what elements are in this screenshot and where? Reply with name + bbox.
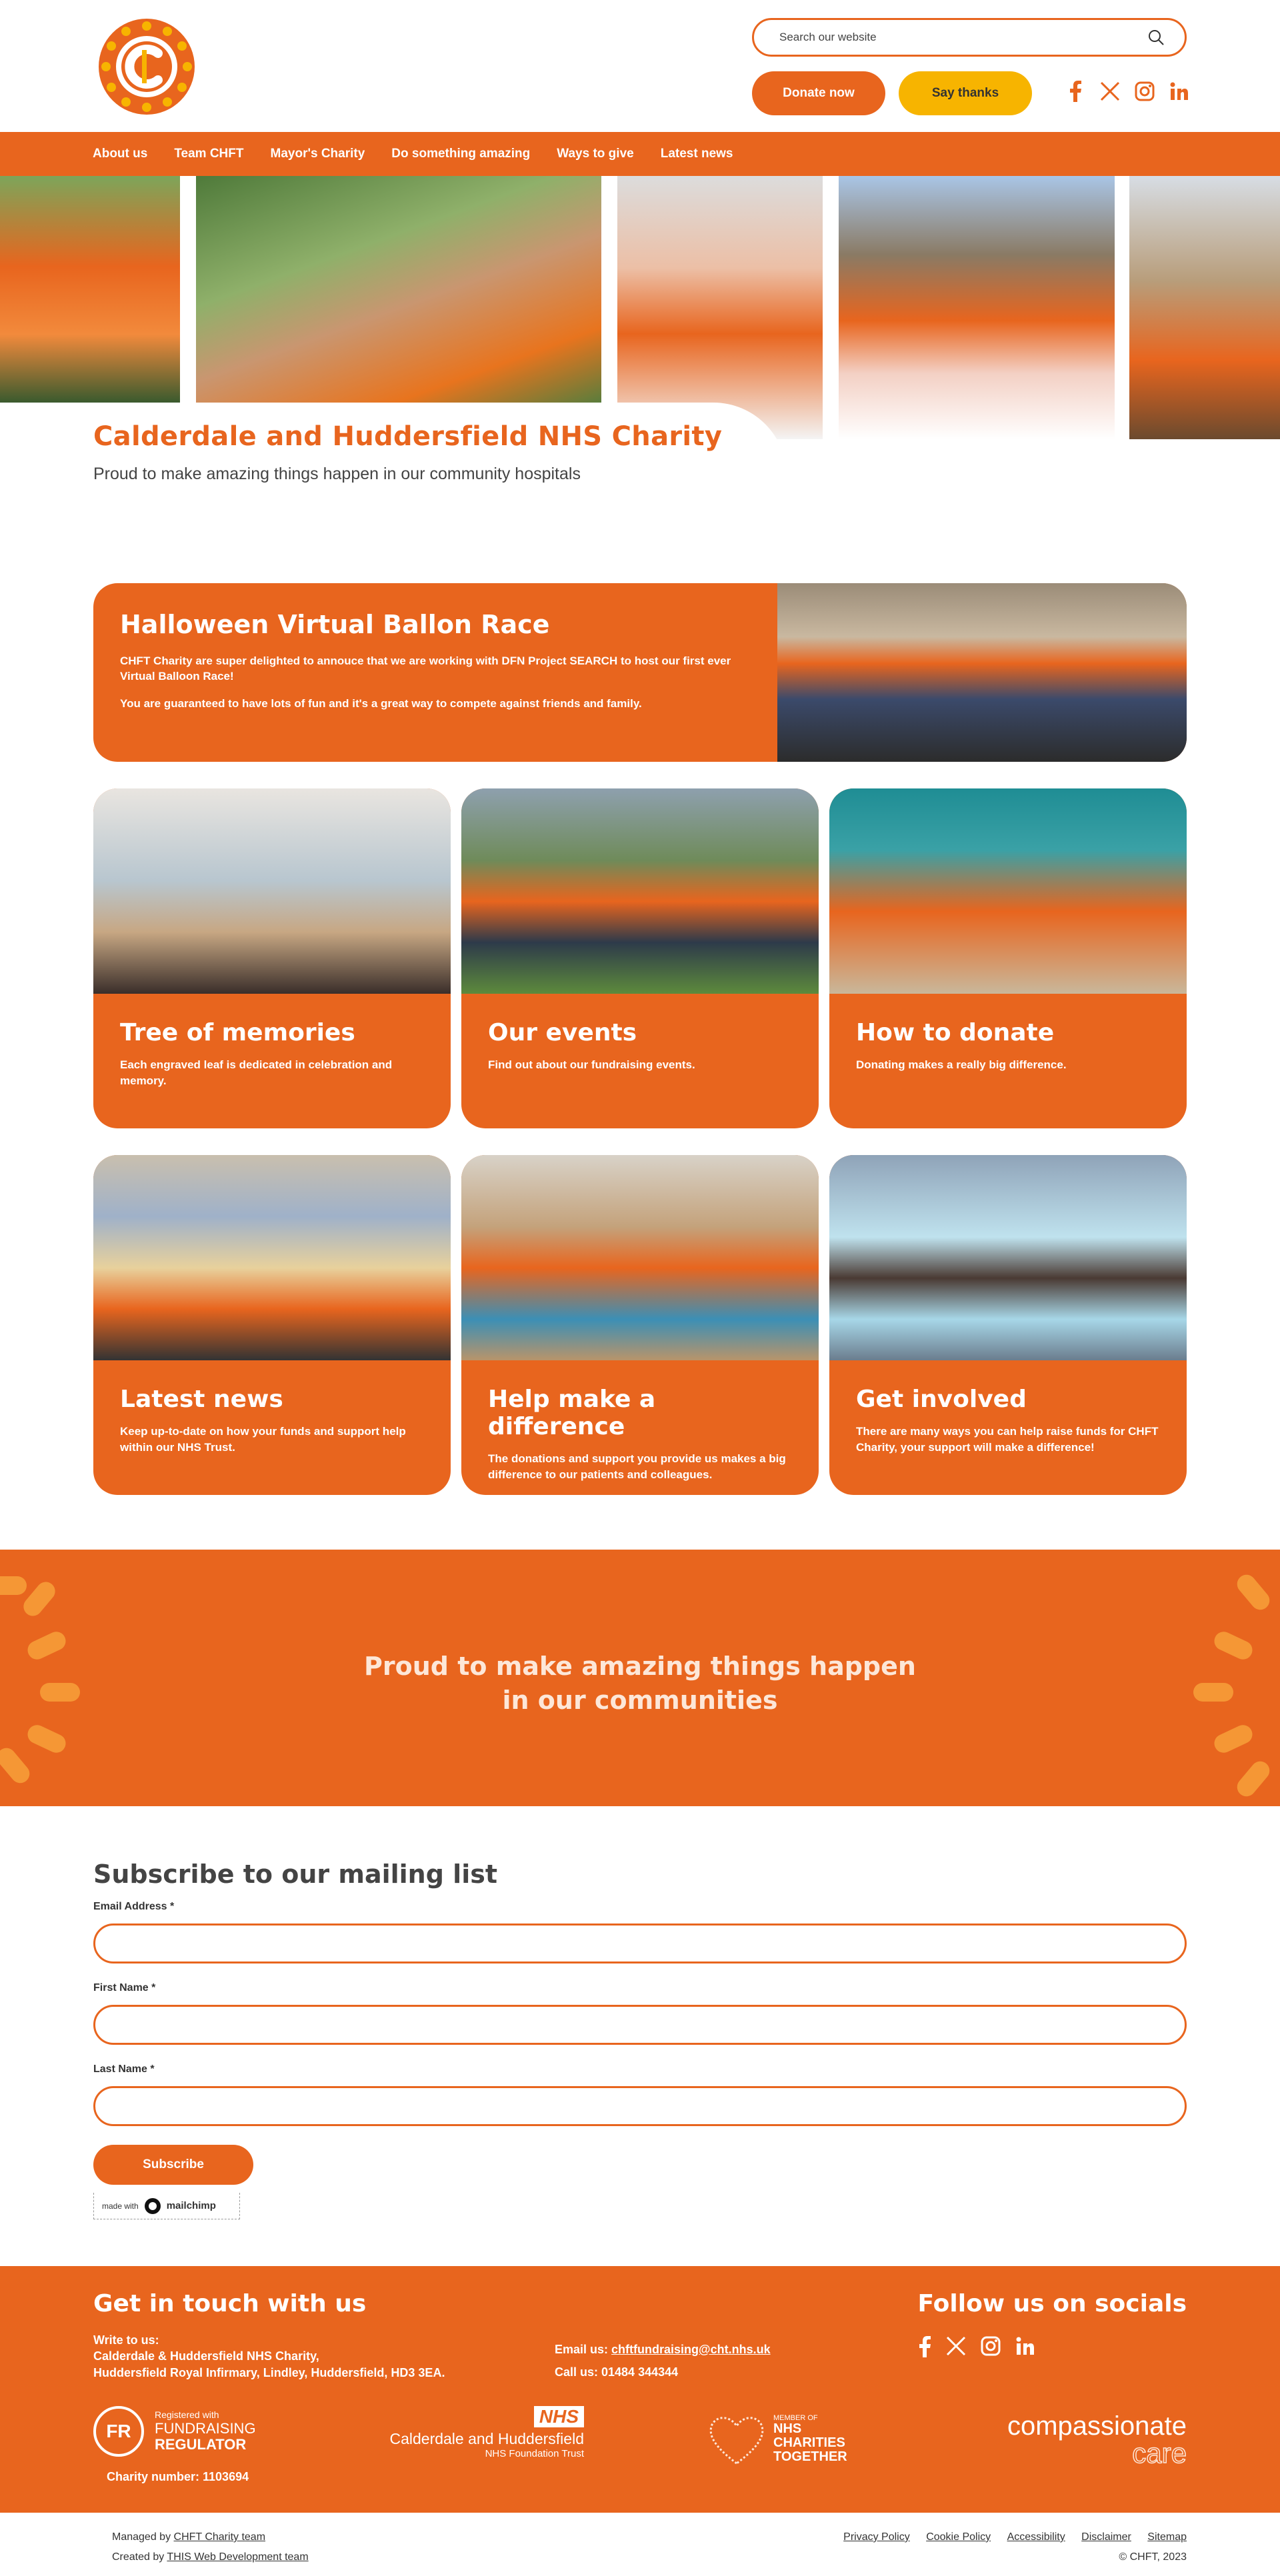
- charity-number: Charity number: 1103694: [107, 2470, 249, 2483]
- card-photo-donation-boxes: [461, 1155, 819, 1360]
- community-banner: [0, 1550, 1280, 1806]
- card-title: Tree of memories: [120, 1019, 355, 1046]
- card-tree-of-memories[interactable]: [93, 788, 451, 1128]
- fr-mark: FR: [93, 2406, 144, 2457]
- x-icon[interactable]: [946, 2336, 966, 2356]
- postal-address: Write to us: Calderdale & Huddersfield NHS Charity, Huddersfield Royal Infirmary, Lindley, Huddersfield, HD3 3EA.: [93, 2333, 445, 2379]
- card-text: The donations and support you provide us makes a big difference to our patients and colleagues.: [488, 1452, 786, 1481]
- email-label: Email Address *: [93, 1901, 175, 1912]
- nav-item-do-something-amazing[interactable]: Do something amazing: [391, 147, 531, 161]
- hero-photo-donations: [1129, 176, 1280, 439]
- cards-grid: [93, 788, 1187, 1495]
- legal-links: [830, 2527, 1187, 2568]
- banner-heading: Proud to make amazing things happen in our communities: [364, 1652, 916, 1716]
- hero-photo-team-sign: [839, 176, 1115, 439]
- nav-item-team-chft[interactable]: Team CHFT: [174, 147, 244, 161]
- card-photo-event-group: [461, 788, 819, 994]
- feature-card-balloon-race[interactable]: [93, 583, 1187, 762]
- main-nav: [0, 132, 1280, 176]
- managed-by-link[interactable]: CHFT Charity team: [173, 2531, 266, 2543]
- heart-icon: [707, 2413, 767, 2466]
- first-name-label: First Name *: [93, 1982, 156, 1993]
- created-by-link[interactable]: THIS Web Development team: [167, 2551, 309, 2563]
- card-photo-hospital-entrance: [93, 1155, 451, 1360]
- hero-photo-frame-volunteer: [617, 176, 823, 439]
- last-name-field[interactable]: [93, 2086, 1187, 2126]
- hero-subtitle: Proud to make amazing things happen in our community hospitals: [93, 465, 581, 483]
- nhs-trust-logo[interactable]: NHS Calderdale and Huddersfield NHS Foundation Trust: [389, 2406, 584, 2459]
- nav-item-about-us[interactable]: About us: [93, 147, 148, 161]
- sitemap-link[interactable]: Sitemap: [1147, 2531, 1187, 2543]
- mailing-list-form: [93, 1860, 1187, 2219]
- search-icon[interactable]: [1147, 29, 1165, 46]
- nhs-charities-together-logo[interactable]: MEMBER OF NHS CHARITIES TOGETHER: [707, 2413, 847, 2466]
- first-name-field[interactable]: [93, 2005, 1187, 2045]
- nhs-badge: NHS: [534, 2406, 584, 2427]
- footer-socials: [918, 2336, 1107, 2357]
- feature-title: Halloween Virtual Ballon Race: [120, 610, 550, 639]
- linkedin-icon[interactable]: [1168, 80, 1191, 103]
- subscribe-title: Subscribe to our mailing list: [93, 1860, 497, 1889]
- facebook-icon[interactable]: [918, 2336, 931, 2357]
- hero-photo-event-tent: [0, 176, 180, 403]
- credits: Managed by CHFT Charity team Created by THIS Web Development team: [112, 2531, 309, 2563]
- header-socials: [1064, 80, 1191, 103]
- hero-section: [0, 176, 1280, 533]
- copyright: © CHFT, 2023: [1119, 2551, 1187, 2563]
- card-text: Find out about our fundraising events.: [488, 1058, 695, 1071]
- nav-item-ways-to-give[interactable]: Ways to give: [557, 147, 634, 161]
- card-text: There are many ways you can help raise funds for CHFT Charity, your support will make a difference!: [856, 1425, 1159, 1454]
- search-input[interactable]: [779, 31, 1147, 44]
- hero-title: Calderdale and Huddersfield NHS Charity: [93, 421, 723, 452]
- card-title: Help make a difference: [488, 1386, 656, 1440]
- card-text: Donating makes a really big difference.: [856, 1058, 1067, 1071]
- fundraising-regulator-logo[interactable]: FR Registered with FUNDRAISING REGULATOR: [93, 2406, 256, 2457]
- linkedin-icon[interactable]: [1015, 2336, 1035, 2356]
- chft-logo[interactable]: [97, 17, 197, 117]
- last-name-label: Last Name *: [93, 2063, 155, 2075]
- disclaimer-link[interactable]: Disclaimer: [1081, 2531, 1131, 2543]
- hero-photo-heart-hands: [196, 176, 601, 403]
- nav-item-latest-news[interactable]: Latest news: [660, 147, 733, 161]
- phone-number[interactable]: Call us: 01484 344344: [555, 2365, 679, 2379]
- subscribe-button[interactable]: Subscribe: [93, 2145, 253, 2185]
- partner-logos: [93, 2406, 1187, 2486]
- card-photo-tree-wall: [93, 788, 451, 994]
- card-photo-volunteers: [829, 1155, 1187, 1360]
- privacy-policy-link[interactable]: Privacy Policy: [843, 2531, 910, 2543]
- feature-paragraph-1: CHFT Charity are super delighted to annouce that we are working with DFN Project SEARCH to host our first ever Virtual Balloon Race!: [120, 654, 731, 682]
- mailchimp-badge[interactable]: [93, 2193, 240, 2219]
- contact-details: [555, 2338, 771, 2383]
- instagram-icon[interactable]: [981, 2336, 1001, 2356]
- email-link[interactable]: chftfundraising@cht.nhs.uk: [611, 2343, 771, 2356]
- donate-now-button[interactable]: Donate now: [752, 71, 885, 115]
- instagram-icon[interactable]: [1133, 80, 1156, 103]
- card-title: Get involved: [856, 1386, 1027, 1413]
- card-text: Keep up-to-date on how your funds and support help within our NHS Trust.: [120, 1425, 406, 1454]
- email-field[interactable]: [93, 1924, 1187, 1963]
- feature-text: [93, 583, 777, 762]
- nav-item-mayors-charity[interactable]: Mayor's Charity: [270, 147, 365, 161]
- card-our-events[interactable]: [461, 788, 819, 1128]
- say-thanks-button[interactable]: Say thanks: [899, 71, 1032, 115]
- card-text: Each engraved leaf is dedicated in celebration and memory.: [120, 1058, 393, 1087]
- social-title: Follow us on socials: [917, 2290, 1187, 2317]
- card-latest-news[interactable]: [93, 1155, 451, 1495]
- search-box[interactable]: [752, 18, 1187, 57]
- card-title: How to donate: [856, 1019, 1055, 1046]
- card-title: Our events: [488, 1019, 637, 1046]
- card-how-to-donate[interactable]: [829, 788, 1187, 1128]
- social-block: [918, 2290, 1187, 2357]
- card-photo-donation-basket: [829, 788, 1187, 994]
- site-footer: [0, 2266, 1280, 2513]
- card-get-involved[interactable]: [829, 1155, 1187, 1495]
- card-help-make-a-difference[interactable]: [461, 1155, 819, 1495]
- card-title: Latest news: [120, 1386, 283, 1413]
- bottom-bar: [0, 2513, 1280, 2576]
- x-icon[interactable]: [1099, 80, 1121, 103]
- site-header: [0, 0, 1280, 132]
- mailchimp-brand: mailchimp: [166, 2200, 216, 2211]
- feature-photo-balloon-group: [777, 583, 1187, 762]
- cookie-policy-link[interactable]: Cookie Policy: [926, 2531, 991, 2543]
- contact-block: [93, 2290, 445, 2381]
- accessibility-link[interactable]: Accessibility: [1007, 2531, 1065, 2543]
- mailchimp-icon: [144, 2197, 161, 2215]
- contact-title: Get in touch with us: [93, 2290, 367, 2317]
- email-prefix: Email us:: [555, 2343, 612, 2356]
- compassionate-care-logo[interactable]: compassionate care: [1007, 2411, 1187, 2469]
- facebook-icon[interactable]: [1064, 80, 1087, 103]
- feature-paragraph-2: You are guaranteed to have lots of fun and it's a great way to compete against friends and family.: [120, 696, 642, 710]
- mailchimp-prefix: made with: [102, 2201, 139, 2211]
